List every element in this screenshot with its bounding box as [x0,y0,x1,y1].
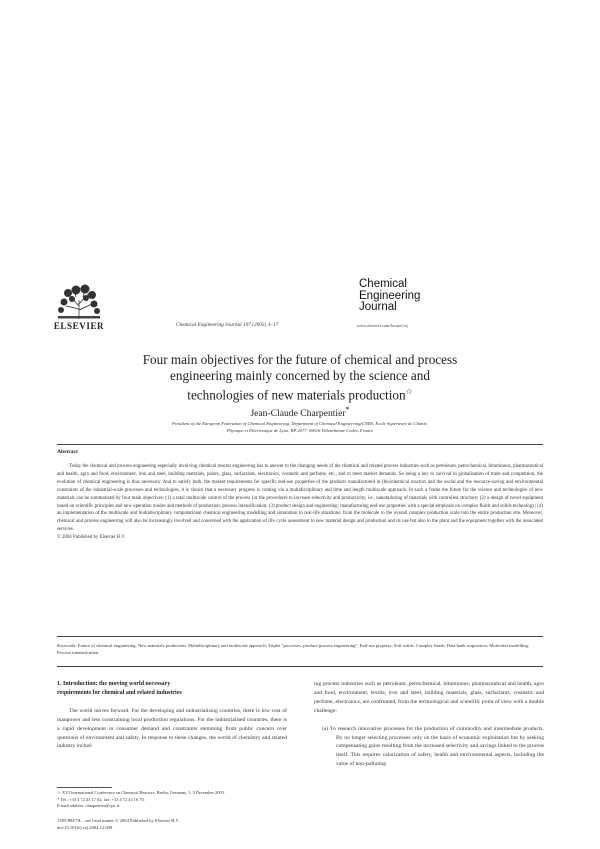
intro-paragraph: The world moves forward. For the developing and industrialising countries, there is low cost of manpower and less constraining local production regulations. For the industrialised countries, there is a rapid development in consumer demand and constraints stemming from public concern over questions of environment and safety. In response to these changes, the world of chemistry and related industry includ- [57,707,287,750]
left-column [57,680,287,751]
section-heading [57,680,287,698]
keywords-bottom-rule [57,666,543,667]
footnote-email[interactable]: E-mail address: charpentier@cpe.fr. [57,803,121,809]
title-line: Four main objectives for the future of chemical and process [142,352,458,367]
journal-citation: Chemical Engineering Journal 107 (2005) 3–17 [176,322,279,328]
keywords [57,642,543,656]
keywords-text: Future of chemical engineering; New materials production; Multidisciplinary and multiscale approach; Triplet "processes–product-process engineering"; End-use property; Soft solids; Complex fluids; Data bank acquisition; Molecular modelling; Process intensification [57,643,530,656]
section-heading-line: 1. Introduction: the moving world necessary [57,681,171,687]
list-item-a: (a) To research innovative processes for the production of commodity and intermediate products. By no longer selecting processes only on the basis of economic exploitation but by seeking compensating gains resulting from the increased selectivity and savings linked to the process itself. This requires valorization of safety, health and environmental aspects, including the value of non-polluting [322,725,544,768]
elsevier-tree-logo [56,284,102,320]
footnote-contact: * Tel.: +33 4 72 43 17 02; fax: +33 4 72 43 16 70. [57,796,145,802]
keywords-label: Keywords: [57,643,77,648]
copyright-notice: © 2004 Published by Elsevier B.V. [57,535,126,541]
journal-logo-line: Chemical [359,278,407,290]
issn-line: 1385-8947/$ – see front matter © 2004 Published by Elsevier B.V. [57,818,180,823]
section-heading-line: requirements for chemical and related industries [57,689,182,696]
keywords-top-rule [57,636,543,637]
footnote-conference: ☆ XVI International Conference on Chemical Reactors, Berlin, Germany, 1–5 December 2003. [57,790,225,795]
article-identifiers [57,818,357,832]
abstract-top-rule [57,444,543,445]
title-footnote-mark[interactable]: ☆ [405,387,413,396]
author-footnote-mark[interactable]: * [345,405,350,414]
continued-paragraph: ing process industries such as petroleum, petrochemical, bituminous, pharmaceutical and health, agro and food, environment, textile, iron and steel, building materials, glass, surfactants, cosmetic and perfume, electronics, are confronted, from the technological and scientific point of view with a double challenge: [314,681,544,714]
abstract-text: Today the chemical and process engineering especially involving chemical reactor engineering has to answer to the changing needs of the chemical and related process industries such as petroleum, petrochemical, bituminous, pharmaceutical and health, agro and food, environment, iron and steel, building materials, paints, glass, surfactants, electronics, cosmetic and perfume, etc., and to meet market demands. So being a key to survival in globalisation of trade and competition, the evolution of chemical engineering is thus necessary. And to satisfy both, the market requirements for specific end-use properties of the products manufactured in (bio)chemical reactors and the social and the resource-saving and environmental constraints of the industrial-scale processes and technologies, it is shown that a necessary progress is coming via a multidisciplinary and time and length multiscale approach. In such a frame the future for the science and technologies of new materials can be summarized by four main objectives: (1) a total multiscale control of the process (or the procedure) to increase selectivity and productivity, i.e., nanotailoring of materials with controlled structure; (2) a design of novel equipment based on scientific principles and new operation modes and methods of production: process intensification; (3) product design and engineering: manufacturing end-use properties with a special emphasis on complex fluids and solids technology; (4) an implementation of the multiscale and multidisciplinary computational chemical engineering modelling and simulation to real-life situations: from the molecule to the overall complex production scale into the entire production site. Moreover, chemical and process engineering will also be increasingly involved and concerned with the application of life cycle assessment to new material design and production and its use but also to the plant and the equipment together with the associated services. [57,464,543,533]
journal-url[interactable]: www.elsevier.com/locate/cej [357,323,408,328]
title-line: engineering mainly concerned by the science and [170,368,430,383]
title-line-text: technologies of new materials production [187,387,406,403]
abstract-body [57,463,543,542]
author-name: Jean-Claude Charpentier [250,408,346,420]
doi-line[interactable]: doi:10.1016/j.cej.2004.12.008 [57,824,113,830]
article-title [80,352,520,403]
right-column [314,680,544,769]
title-line [80,384,520,403]
abstract-heading: Abstract [57,449,78,455]
affiliation-line: President of the European Federation of Chemical Engineering, Department of Chemical Engineering/CNRS, Ecole Supérieure de Chimie, [172,421,428,426]
footnote-rule [57,787,112,788]
journal-logo [359,279,429,314]
footnotes [57,790,287,810]
affiliation-line: Physique et Electronique de Lyon, BP 2077, 69616 Villeurbanne Cedex, France [226,428,374,433]
author [150,405,450,419]
journal-logo-line: Journal [359,301,397,313]
affiliation [90,420,510,434]
journal-logo-line: Engineering [359,289,421,302]
publisher-name: ELSEVIER [53,321,105,331]
